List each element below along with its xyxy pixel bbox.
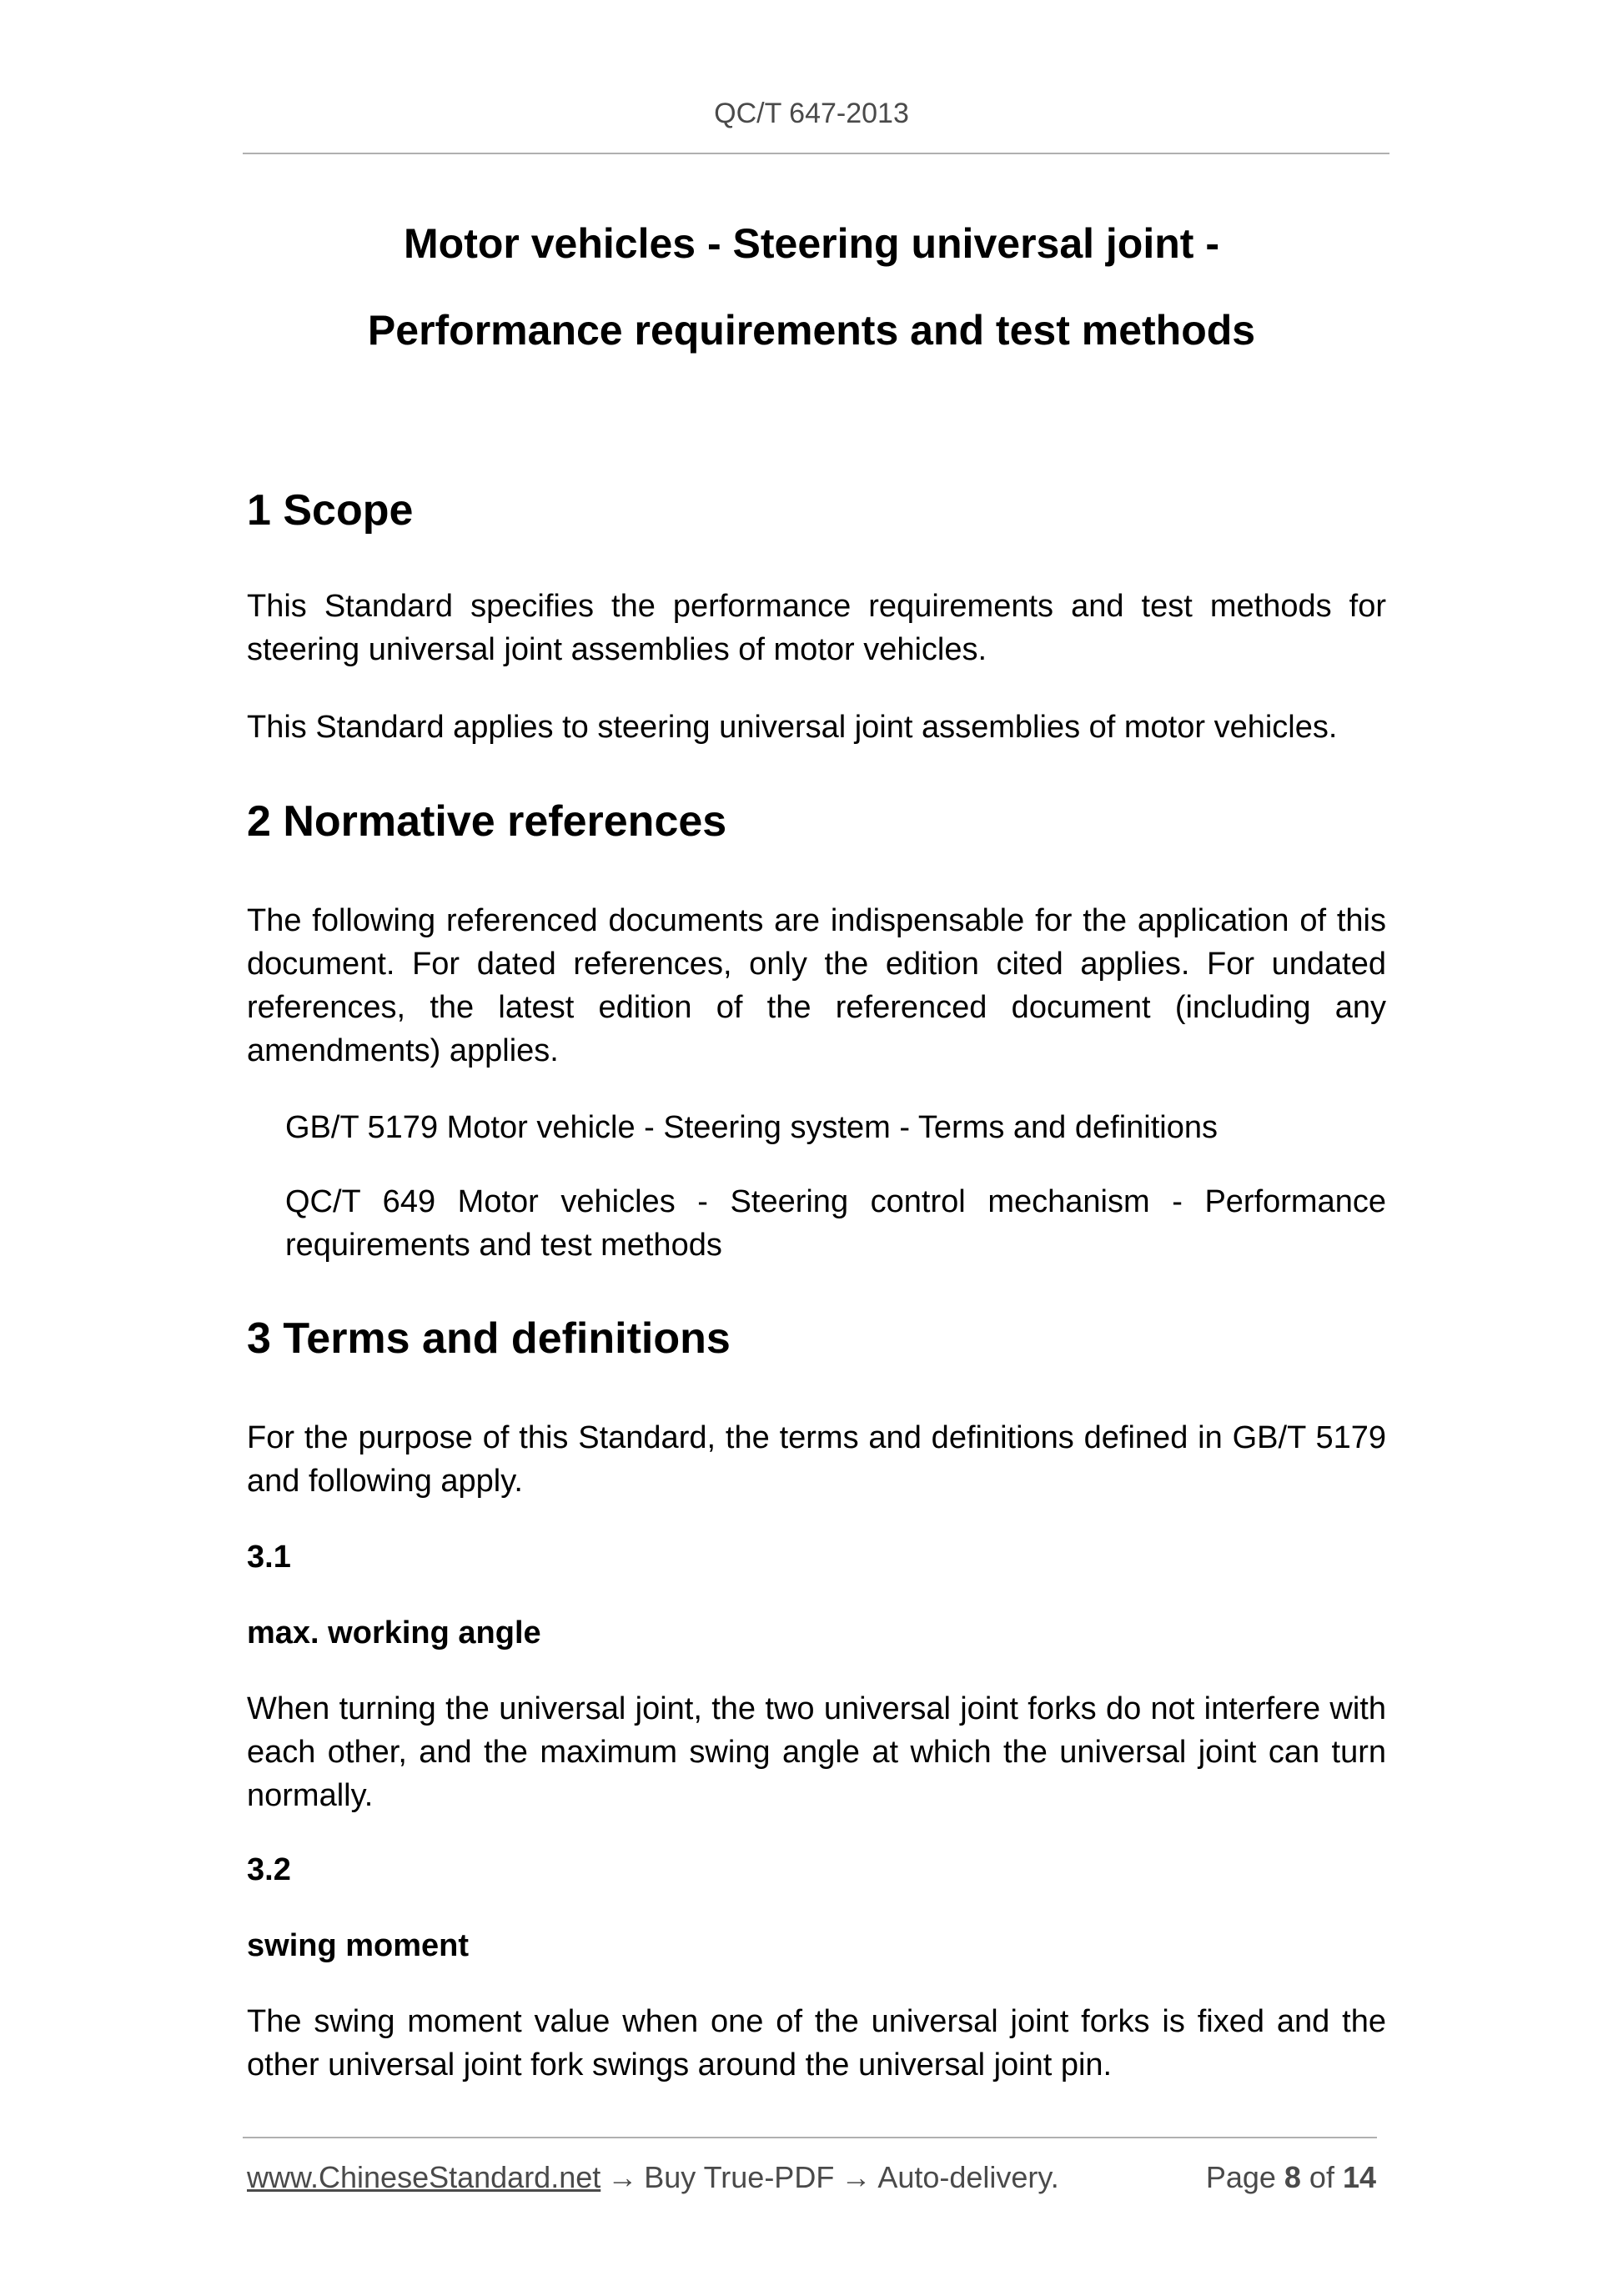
footer-promo (247, 2156, 1059, 2199)
buy-true-pdf-text: Buy True-PDF (644, 2160, 835, 2194)
page-indicator (1206, 2156, 1376, 2199)
term-number-3-1: 3.1 (247, 1540, 291, 1575)
scope-paragraph-2: This Standard applies to steering universal joint assemblies of motor vehicles. (247, 710, 1338, 745)
header-divider (243, 153, 1389, 154)
normative-paragraph-1: The following referenced documents are indispensable for the application of this document. For dated references, only the edition cited applies. For undated references, the latest edition of the referenced document (including any amendments) applies. (247, 903, 1386, 1068)
term-name-max-working-angle: max. working angle (247, 1615, 541, 1650)
normative-reference-2: QC/T 649 Motor vehicles - Steering control mechanism - Performance requirements and test methods (285, 1184, 1386, 1263)
term-name-swing-moment: swing moment (247, 1928, 470, 1963)
section-heading-normative-references: 2 Normative references (247, 797, 727, 846)
document-title (0, 200, 1623, 374)
document-title-line-2: Performance requirements and test methods (367, 307, 1256, 354)
section-heading-scope: 1 Scope (247, 486, 414, 535)
term-definition-max-working-angle: When turning the universal joint, the two universal joint forks do not interfere with each other, and the maximum swing angle at which the universal joint can turn normally. (247, 1691, 1386, 1813)
document-title-line-1: Motor vehicles - Steering universal joint - (404, 220, 1219, 267)
term-definition-swing-moment: The swing moment value when one of the universal joint forks is fixed and the other universal joint fork swings around the universal joint pin. (247, 2004, 1386, 2082)
auto-delivery-text: Auto-delivery. (877, 2160, 1059, 2194)
current-page-number: 8 (1284, 2160, 1301, 2194)
page-header-code: QC/T 647-2013 (714, 98, 909, 129)
section-heading-terms: 3 Terms and definitions (247, 1314, 731, 1363)
footer-divider (243, 2137, 1377, 2138)
terms-paragraph-1: For the purpose of this Standard, the terms and definitions defined in GB/T 5179 and following apply. (247, 1420, 1386, 1499)
website-link[interactable]: www.ChineseStandard.net (247, 2160, 601, 2194)
scope-paragraph-1: This Standard specifies the performance requirements and test methods for steering universal joint assemblies of motor vehicles. (247, 589, 1386, 667)
normative-reference-1: GB/T 5179 Motor vehicle - Steering system - Terms and definitions (285, 1110, 1218, 1145)
of-label: of (1309, 2160, 1334, 2194)
page-footer (247, 2156, 1376, 2199)
total-page-count: 14 (1342, 2160, 1376, 2194)
term-number-3-2: 3.2 (247, 1852, 291, 1887)
page-label: Page (1205, 2160, 1276, 2194)
arrow-right-icon: → (841, 2160, 872, 2194)
arrow-right-icon: → (607, 2160, 638, 2194)
